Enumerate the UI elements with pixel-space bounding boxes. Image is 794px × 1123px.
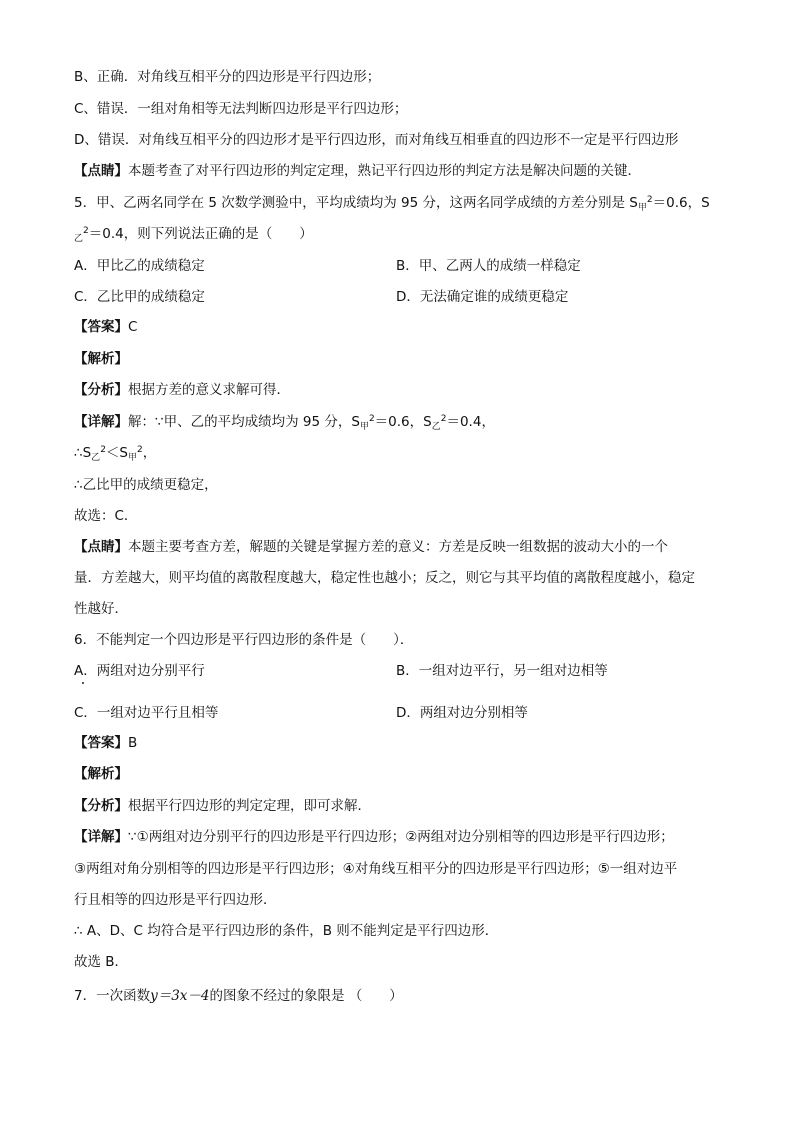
question-5-stem-cont [74, 225, 313, 245]
answer-line [74, 734, 137, 752]
section-tag: 【点睛】 [74, 163, 128, 179]
section-tag: 【答案】 [74, 735, 128, 751]
analysis-line [74, 797, 371, 815]
text-content: 根据平行四边形的判定定理，即可求解． [128, 798, 371, 814]
subscript: 甲 [359, 422, 369, 432]
text-content: ＝0.6，S [652, 195, 710, 211]
option-d: D．两组对边分别相等 [396, 705, 528, 721]
answer-value: B [128, 735, 138, 751]
subscript: 乙 [431, 422, 441, 432]
text-line [74, 162, 641, 180]
question-5-stem [74, 194, 710, 214]
text-content: 解：∵甲、乙的平均成绩均为 95 分，S [128, 414, 360, 430]
text-line: D、错误．对角线互相平分的四边形才是平行四边形，而对角线互相垂直的四边形不一定是平行四边形 [74, 132, 679, 148]
text-line: C、错误．一组对角相等无法判断四边形是平行四边形； [74, 101, 408, 117]
text-content: 本题主要考查方差，解题的关键是掌握方差的意义：方差是反映一组数据的波动大小的一个 [128, 539, 668, 555]
option-b: B．一组对边平行，另一组对边相等 [396, 663, 608, 679]
text-content: 5．甲、乙两名同学在 5 次数学测验中，平均成绩均为 95 分，这两名同学成绩的方差分别是 S [74, 195, 638, 211]
superscript: 2 [137, 445, 143, 455]
choice-line: 故选：C． [74, 508, 138, 524]
stray-dot [82, 682, 84, 684]
comment-line: 量．方差越大，则平均值的离散程度越大，稳定性也越小；反之，则它与其平均值的离散程度越小，稳定 [74, 570, 695, 586]
option-b: B．甲、乙两人的成绩一样稳定 [396, 258, 581, 274]
detail-line: ③两组对角分别相等的四边形是平行四边形；④对角线互相平分的四边形是平行四边形；⑤一组对边平 [74, 861, 678, 877]
text-line: B、正确．对角线互相平分的四边形是平行四边形； [74, 69, 381, 85]
question-6-stem: 6．不能判定一个四边形是平行四边形的条件是（ ）． [74, 632, 414, 648]
section-tag: 【详解】 [74, 829, 128, 845]
text-content: 的图象不经过的象限是 （ ） [209, 988, 403, 1004]
comment-line: 性越好． [74, 601, 128, 617]
superscript: 2 [646, 195, 653, 205]
text-content: 本题考查了对平行四边形的判定定理，熟记平行四边形的判定方法是解决问题的关键． [128, 163, 641, 179]
detail-line: 行且相等的四边形是平行四边形． [74, 892, 277, 908]
superscript: 2 [100, 445, 106, 455]
subscript: 乙 [74, 234, 84, 244]
section-tag: 【分析】 [74, 798, 128, 814]
superscript: 2 [83, 226, 89, 236]
subscript: 甲 [637, 203, 647, 213]
detail-line [74, 413, 495, 433]
option-c: C．乙比甲的成绩稳定 [74, 289, 205, 305]
text-content: ＝0.4，则下列说法正确的是（ ） [88, 226, 313, 242]
option-d: D．无法确定谁的成绩更稳定 [396, 289, 569, 305]
text-content: ， [142, 445, 157, 461]
section-tag: 【答案】 [74, 319, 128, 335]
analysis-heading: 【解析】 [74, 766, 128, 782]
answer-line [74, 318, 137, 336]
text-content: ＝0.4， [446, 414, 495, 430]
text-content: ∴S [74, 445, 92, 461]
answer-value: C [128, 319, 138, 335]
therefore-line: ∴乙比甲的成绩更稳定， [74, 477, 218, 493]
question-7-stem [74, 987, 403, 1005]
subscript: 乙 [91, 453, 101, 463]
text-content: ＜S [105, 445, 128, 461]
superscript: 2 [440, 414, 447, 424]
subscript: 甲 [128, 453, 138, 463]
option-a: A．甲比乙的成绩稳定 [74, 258, 205, 274]
text-content: 根据方差的意义求解可得． [128, 382, 290, 398]
section-tag: 【分析】 [74, 382, 128, 398]
superscript: 2 [368, 414, 375, 424]
text-content: ∵①两组对边分别平行的四边形是平行四边形；②两组对边分别相等的四边形是平行四边形； [128, 829, 674, 845]
comment-line [74, 538, 668, 556]
text-content: 7．一次函数 [74, 988, 151, 1004]
math-expression: y＝3x－4 [150, 988, 210, 1004]
text-content: ＝0.6，S [374, 414, 432, 430]
option-c: C．一组对边平行且相等 [74, 705, 219, 721]
section-tag: 【点睛】 [74, 539, 128, 555]
choice-line: 故选 B． [74, 954, 129, 970]
option-a: A．两组对边分别平行 [74, 663, 205, 679]
therefore-line: ∴ A、D、C 均符合是平行四边形的条件，B 则不能判定是平行四边形． [74, 923, 499, 939]
section-tag: 【详解】 [74, 414, 128, 430]
analysis-heading: 【解析】 [74, 351, 128, 367]
therefore-line [74, 444, 156, 464]
detail-line [74, 828, 674, 846]
analysis-line [74, 381, 290, 399]
